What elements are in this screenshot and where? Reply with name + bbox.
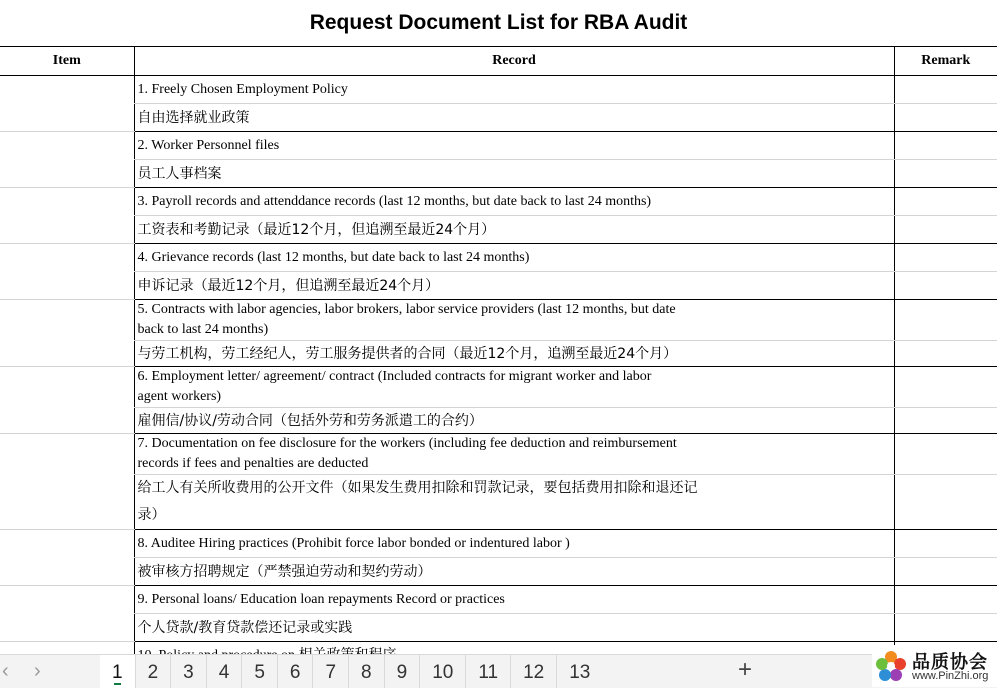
table-row <box>0 475 997 530</box>
item-cell[interactable] <box>0 586 134 642</box>
flower-logo-icon <box>874 649 908 683</box>
remark-cell[interactable] <box>894 475 997 530</box>
sheet-tab-bar <box>0 654 997 688</box>
item-cell[interactable] <box>0 132 134 188</box>
watermark-logo <box>872 645 997 687</box>
remark-cell[interactable] <box>894 272 997 300</box>
record-en-cell[interactable] <box>134 367 894 408</box>
record-en-cell[interactable]: 9. Personal loans/ Education loan repayments Record or practices <box>134 586 894 614</box>
record-en-cell[interactable]: 2. Worker Personnel files <box>134 132 894 160</box>
item-cell[interactable] <box>0 434 134 530</box>
record-cn-cell[interactable]: 员工人事档案 <box>134 160 894 188</box>
document-title: Request Document List for RBA Audit <box>309 11 688 34</box>
record-line: 5. Contracts with labor agencies, labor brokers, labor service providers (last 12 months, but date <box>137 302 676 317</box>
remark-cell[interactable] <box>894 341 997 367</box>
next-sheet-button[interactable]: › <box>34 660 41 682</box>
sheet-tab-7[interactable]: 7 <box>312 655 348 688</box>
record-line: 7. Documentation on fee disclosure for the workers (including fee deduction and reimbursement <box>137 436 677 451</box>
item-cell[interactable] <box>0 76 134 132</box>
remark-cell[interactable] <box>894 244 997 272</box>
record-en-cell[interactable]: 3. Payroll records and attenddance records (last 12 months, but date back to last 24 months) <box>134 188 894 216</box>
sheet-tab-13[interactable]: 13 <box>556 655 602 688</box>
remark-cell[interactable] <box>894 300 997 341</box>
remark-cell[interactable] <box>894 367 997 408</box>
sheet-tab-12[interactable]: 12 <box>510 655 556 688</box>
sheet-tab-1[interactable]: 1 <box>100 655 135 688</box>
remark-cell[interactable] <box>894 614 997 642</box>
table-row <box>0 160 997 188</box>
record-en-cell[interactable]: 4. Grievance records (last 12 months, but date back to last 24 months) <box>134 244 894 272</box>
remark-cell[interactable] <box>894 216 997 244</box>
logo-url: www.PinZhi.org <box>912 670 989 682</box>
record-line: agent workers) <box>137 389 222 404</box>
remark-cell[interactable] <box>894 408 997 434</box>
table-row <box>0 530 997 558</box>
record-en-cell[interactable] <box>134 434 894 475</box>
record-en-cell[interactable]: 1. Freely Chosen Employment Policy <box>134 76 894 104</box>
remark-cell[interactable] <box>894 558 997 586</box>
sheet-tab-4[interactable]: 4 <box>206 655 242 688</box>
record-cn-cell[interactable]: 自由选择就业政策 <box>134 104 894 132</box>
table-row <box>0 434 997 475</box>
item-cell[interactable] <box>0 530 134 586</box>
table-row <box>0 341 997 367</box>
table-row <box>0 216 997 244</box>
sheet-tab-11[interactable]: 11 <box>465 655 510 688</box>
record-cn-cell[interactable]: 被审核方招聘规定（严禁强迫劳动和契约劳动） <box>134 558 894 586</box>
header-row <box>0 47 997 76</box>
record-line: 给工人有关所收费用的公开文件（如果发生费用扣除和罚款记录，要包括费用扣除和退还记 <box>137 480 698 496</box>
record-cn-cell[interactable]: 个人贷款/教育贷款偿还记录或实践 <box>134 614 894 642</box>
table-row <box>0 188 997 216</box>
remark-cell[interactable] <box>894 104 997 132</box>
prev-sheet-button[interactable]: ‹ <box>2 660 9 682</box>
record-cn-cell[interactable]: 工资表和考勤记录（最近12个月，但追溯至最近24个月） <box>134 216 894 244</box>
record-cn-cell[interactable] <box>134 475 894 530</box>
logo-name: 品质协会 <box>912 652 988 673</box>
table-row <box>0 558 997 586</box>
remark-cell[interactable] <box>894 160 997 188</box>
table-row <box>0 76 997 104</box>
table-row <box>0 367 997 408</box>
remark-cell[interactable] <box>894 434 997 475</box>
table-row <box>0 244 997 272</box>
record-line: 6. Employment letter/ agreement/ contract (Included contracts for migrant worker and labor <box>137 369 652 384</box>
item-cell[interactable] <box>0 188 134 244</box>
sheet-tab-9[interactable]: 9 <box>384 655 420 688</box>
document-table <box>0 46 997 670</box>
record-cn-cell[interactable]: 申诉记录（最近12个月，但追溯至最近24个月） <box>134 272 894 300</box>
spreadsheet-grid[interactable] <box>0 46 997 654</box>
item-cell[interactable] <box>0 244 134 300</box>
record-line: records if fees and penalties are deducted <box>137 456 369 471</box>
sheet-tabs <box>100 655 602 688</box>
table-row <box>0 408 997 434</box>
record-en-cell[interactable] <box>134 300 894 341</box>
record-cn-cell[interactable]: 与劳工机构，劳工经纪人，劳工服务提供者的合同（最近12个月，追溯至最近24个月） <box>134 341 894 367</box>
remark-cell[interactable] <box>894 76 997 104</box>
sheet-tab-8[interactable]: 8 <box>348 655 384 688</box>
table-row <box>0 104 997 132</box>
table-row <box>0 586 997 614</box>
item-cell[interactable] <box>0 300 134 367</box>
remark-cell[interactable] <box>894 586 997 614</box>
sheet-tab-6[interactable]: 6 <box>277 655 313 688</box>
table-row <box>0 272 997 300</box>
sheet-tab-2[interactable]: 2 <box>135 655 171 688</box>
remark-cell[interactable] <box>894 132 997 160</box>
remark-cell[interactable] <box>894 530 997 558</box>
table-row <box>0 300 997 341</box>
sheet-tab-5[interactable]: 5 <box>241 655 277 688</box>
header-record[interactable]: Record <box>134 47 894 76</box>
header-item[interactable]: Item <box>0 47 134 76</box>
record-en-cell[interactable]: 8. Auditee Hiring practices (Prohibit force labor bonded or indentured labor ) <box>134 530 894 558</box>
table-row <box>0 614 997 642</box>
add-sheet-button[interactable]: + <box>738 656 753 683</box>
header-remark[interactable]: Remark <box>894 47 997 76</box>
record-line: 录） <box>137 507 166 523</box>
item-cell[interactable] <box>0 367 134 434</box>
record-line: back to last 24 months) <box>137 322 269 337</box>
remark-cell[interactable] <box>894 188 997 216</box>
sheet-tab-3[interactable]: 3 <box>170 655 206 688</box>
record-cn-cell[interactable]: 雇佣信/协议/劳动合同（包括外劳和劳务派遣工的合约） <box>134 408 894 434</box>
sheet-tab-10[interactable]: 10 <box>419 655 465 688</box>
table-row <box>0 132 997 160</box>
